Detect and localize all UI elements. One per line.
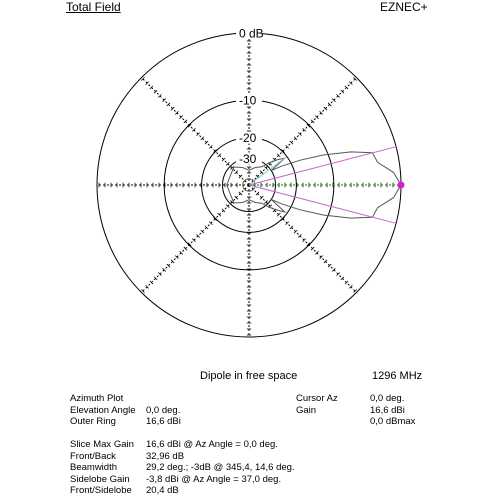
beamwidth-line	[249, 147, 396, 185]
info-label: Outer Ring	[70, 416, 116, 427]
spoke-line	[249, 78, 356, 185]
info-bottom-row	[70, 462, 295, 474]
info-bottom-row	[70, 485, 295, 497]
info-value: 29,2 deg.; -3dB @ 345,4, 14,6 deg.	[146, 462, 295, 473]
info-label: Slice Max Gain	[70, 439, 134, 450]
plot-title: Total Field	[66, 0, 121, 14]
info-value: 16,6 dBi	[370, 404, 405, 416]
info-label: Elevation Angle	[70, 404, 136, 416]
info-value: 20,4 dB	[146, 485, 179, 496]
info-left-row	[70, 393, 181, 405]
app-name: EZNEC+	[380, 0, 428, 14]
ring-label: 0 dB	[239, 26, 264, 41]
info-left-row	[70, 416, 181, 428]
info-right-row	[296, 393, 415, 405]
info-label: Front/Sidelobe	[70, 485, 132, 496]
info-label: Sidelobe Gain	[70, 473, 130, 485]
ring-label: -10	[239, 93, 257, 108]
beamwidth-line	[249, 185, 396, 223]
info-label: Beamwidth	[70, 462, 117, 473]
info-value: -3,8 dBi @ Az Angle = 37,0 deg.	[146, 473, 282, 485]
info-value: 0,0 deg.	[146, 404, 181, 416]
info-label	[296, 416, 370, 428]
spoke-line	[249, 185, 356, 292]
info-label: Azimuth Plot	[70, 393, 124, 404]
ring-label: -20	[239, 131, 257, 146]
info-value: 0,0 deg.	[370, 393, 405, 404]
info-label: Gain	[296, 404, 317, 416]
frequency-label: 1296 MHz	[372, 370, 423, 382]
info-value: 0,0 dBmax	[370, 416, 416, 427]
info-bottom-panel	[70, 439, 295, 497]
info-label: Front/Back	[70, 450, 116, 462]
info-bottom-row	[70, 474, 295, 486]
info-left-row	[70, 405, 181, 417]
info-label: Cursor Az	[296, 393, 338, 404]
cursor-dot	[398, 182, 405, 189]
info-right-panel	[296, 393, 415, 428]
info-bottom-row	[70, 439, 295, 451]
ring-label: -30	[239, 152, 257, 167]
info-value: 16,6 dBi	[146, 416, 181, 427]
info-bottom-row	[70, 451, 295, 463]
antenna-description: Dipole in free space	[200, 370, 298, 382]
info-right-row	[296, 416, 415, 428]
ring-labels-group	[236, 27, 264, 167]
info-value: 32,96 dB	[146, 450, 185, 462]
info-value: 16,6 dBi @ Az Angle = 0,0 deg.	[146, 439, 278, 450]
info-right-row	[296, 405, 415, 417]
info-left-panel	[70, 393, 181, 428]
